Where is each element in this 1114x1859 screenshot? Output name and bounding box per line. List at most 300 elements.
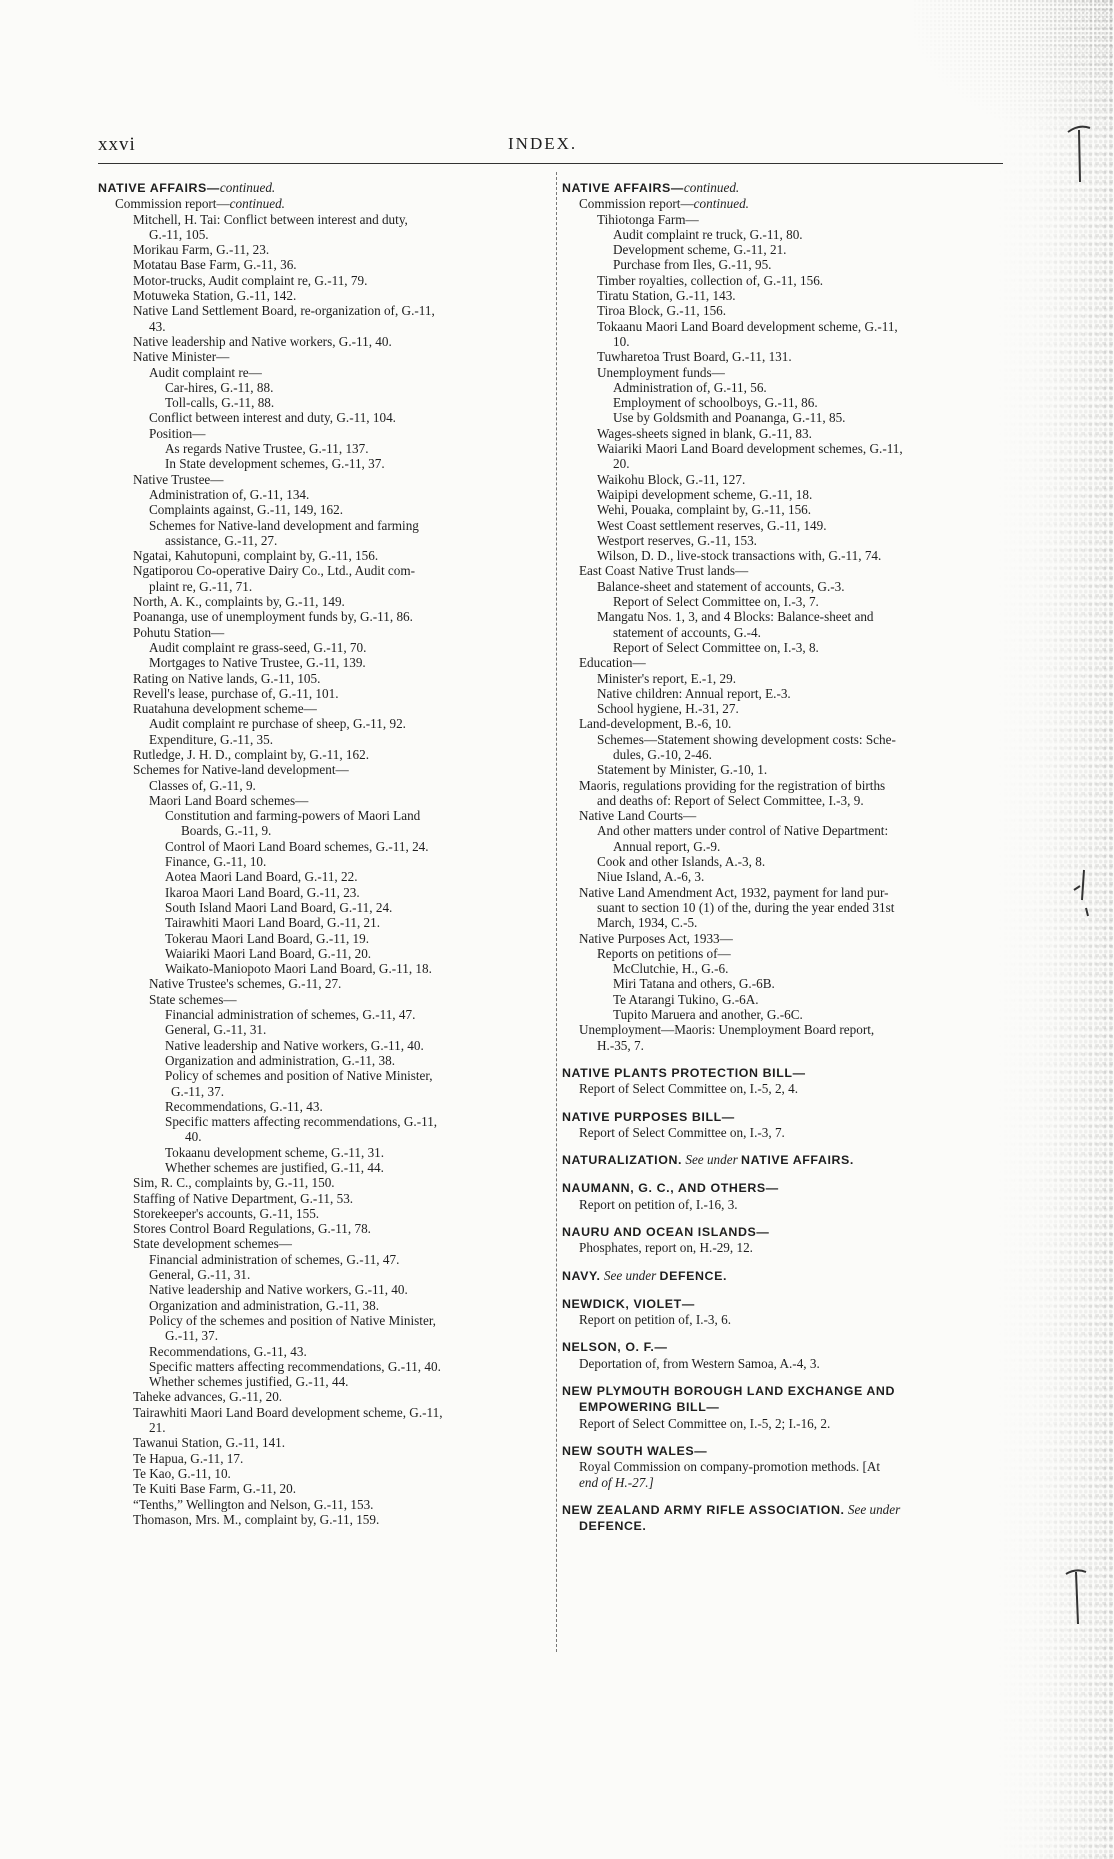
- entry-text: 43.: [149, 318, 166, 334]
- entry-text: Ngatiporou Co-operative Dairy Co., Ltd., Audit com-: [133, 563, 416, 579]
- entry-text: McClutchie, H., G.-6.: [613, 961, 729, 977]
- index-entry: [98, 976, 544, 991]
- index-entry: [98, 1298, 544, 1313]
- index-entry: [98, 625, 544, 640]
- heading-text: NAUMANN, G. C., AND OTHERS—: [562, 1181, 779, 1196]
- entry-text: Poananga, use of unemployment funds by, G.-11, 86.: [133, 609, 413, 625]
- index-entry: [98, 1099, 544, 1114]
- entry-text: Administration of, G.-11, 134.: [149, 486, 310, 502]
- heading-text: NATURALIZATION.: [562, 1153, 683, 1168]
- entry-gap: [562, 1490, 1002, 1502]
- index-entry: [98, 671, 544, 686]
- index-entry: [562, 1459, 1002, 1474]
- entry-text: Whether schemes are justified, G.-11, 44.: [165, 1160, 384, 1175]
- entry-text: Specific matters affecting recommendations, G.-11,: [165, 1114, 438, 1130]
- entry-text: Sim, R. C., complaints by, G.-11, 150.: [133, 1175, 335, 1191]
- entry-text: Whether schemes justified, G.-11, 44.: [149, 1374, 349, 1390]
- entry-text: Toll-calls, G.-11, 88.: [165, 395, 275, 411]
- index-entry: [562, 823, 1002, 838]
- index-entry: [562, 609, 1002, 624]
- entry-text: Native Purposes Act, 1933—: [579, 930, 733, 946]
- entry-text: Native leadership and Native workers, G.-11, 40.: [165, 1037, 424, 1053]
- entry-text: Cook and other Islands, A.-3, 8.: [597, 854, 766, 870]
- index-entry: [98, 212, 544, 227]
- entry-gap: [562, 1371, 1002, 1383]
- index-entry: [562, 548, 1002, 563]
- running-title: INDEX.: [508, 134, 578, 153]
- heading-text: NEWDICK, VIOLET—: [562, 1296, 695, 1311]
- entry-gap: [562, 1053, 1002, 1065]
- entry-text: Mortgages to Native Trustee, G.-11, 139.: [149, 655, 366, 671]
- index-heading: [562, 1399, 1002, 1415]
- index-entry: [98, 1451, 544, 1466]
- entry-text: Commission report—: [115, 196, 230, 212]
- entry-text: Pohutu Station—: [133, 624, 225, 640]
- index-entry: [562, 1038, 1002, 1053]
- entry-text: Audit complaint re grass-seed, G.-11, 70.: [149, 639, 367, 655]
- index-entry: [98, 273, 544, 288]
- index-entry: [562, 1125, 1002, 1140]
- index-entry: [98, 441, 544, 456]
- entry-text: Tiroa Block, G.-11, 156.: [597, 303, 727, 319]
- index-entry: [98, 502, 544, 517]
- entry-text: Ruatahuna development scheme—: [133, 701, 317, 717]
- index-entry: [562, 793, 1002, 808]
- index-entry: [562, 441, 1002, 456]
- index-entry: [98, 456, 544, 471]
- index-entry: [98, 778, 544, 793]
- index-entry: [562, 196, 1002, 211]
- index-entry: [98, 823, 544, 838]
- entry-text: Ikaroa Maori Land Board, G.-11, 23.: [165, 884, 360, 900]
- continued-label: continued.: [219, 180, 276, 195]
- entry-text: Minister's report, E.-1, 29.: [597, 670, 736, 686]
- entry-text: General, G.-11, 31.: [149, 1267, 251, 1283]
- index-entry: [98, 716, 544, 731]
- index-entry: [98, 1206, 544, 1221]
- index-entry: [562, 808, 1002, 823]
- index-heading: [98, 180, 544, 196]
- entry-text: Land-development, B.-6, 10.: [579, 716, 732, 732]
- entry-text: Recommendations, G.-11, 43.: [149, 1343, 307, 1359]
- index-entry: [562, 946, 1002, 961]
- entry-text: Native Trustee—: [133, 471, 224, 487]
- index-entry: [98, 426, 544, 441]
- continued-label: continued.: [229, 196, 285, 212]
- entry-text: Boards, G.-11, 9.: [181, 823, 272, 839]
- index-entry: [98, 1497, 544, 1512]
- entry-text: Westport reserves, G.-11, 153.: [597, 532, 757, 548]
- index-entry: [562, 686, 1002, 701]
- index-entry: [98, 686, 544, 701]
- index-entry: [562, 992, 1002, 1007]
- index-entry: [562, 1081, 1002, 1096]
- index-heading: [562, 1383, 1002, 1399]
- index-entry: [562, 1197, 1002, 1212]
- entry-text: Rutledge, J. H. D., complaint by, G.-11, 162.: [133, 746, 370, 762]
- index-entry: [98, 946, 544, 961]
- entry-text: suant to section 10 (1) of the, during the year ended 31st: [597, 899, 895, 915]
- index-entry: [562, 732, 1002, 747]
- index-entry: [98, 1466, 544, 1481]
- index-entry: [98, 1160, 544, 1175]
- entry-text: Reports on petitions of—: [597, 945, 731, 961]
- cross-reference: NATIVE AFFAIRS.: [741, 1153, 854, 1168]
- index-entry: [98, 1405, 544, 1420]
- index-entry: [98, 854, 544, 869]
- entry-text: Unemployment funds—: [597, 364, 725, 380]
- index-entry: [98, 1007, 544, 1022]
- entry-text: Tihiotonga Farm—: [597, 211, 699, 227]
- entry-text: Maoris, regulations providing for the registration of births: [579, 777, 886, 793]
- entry-text: Niue Island, A.-6, 3.: [597, 869, 705, 885]
- index-entry: [98, 1512, 544, 1527]
- entry-text: “Tenths,” Wellington and Nelson, G.-11, 153.: [133, 1496, 374, 1512]
- entry-text: Use by Goldsmith and Poananga, G.-11, 85.: [613, 410, 846, 426]
- entry-text: Statement by Minister, G.-10, 1.: [597, 762, 768, 778]
- entry-text: Balance-sheet and statement of accounts, G.-3.: [597, 578, 845, 594]
- entry-text: G.-11, 37.: [165, 1328, 218, 1344]
- index-entry: [98, 1282, 544, 1297]
- entry-text: Waipipi development scheme, G.-11, 18.: [597, 486, 813, 502]
- index-entry: [98, 1175, 544, 1190]
- entry-text: Recommendations, G.-11, 43.: [165, 1098, 323, 1114]
- entry-text: As regards Native Trustee, G.-11, 137.: [165, 441, 369, 457]
- index-entry: [562, 1312, 1002, 1327]
- heading-text: DEFENCE.: [579, 1519, 647, 1534]
- entry-text: Tokerau Maori Land Board, G.-11, 19.: [165, 930, 370, 946]
- index-entry: [98, 594, 544, 609]
- entry-text: H.-35, 7.: [597, 1037, 644, 1053]
- entry-text: Aotea Maori Land Board, G.-11, 22.: [165, 869, 358, 885]
- entry-text: Timber royalties, collection of, G.-11, 156.: [597, 272, 824, 288]
- entry-text: 21.: [149, 1420, 166, 1436]
- entry-gap: [562, 1097, 1002, 1109]
- entry-text: Storekeeper's accounts, G.-11, 155.: [133, 1205, 320, 1221]
- entry-text: Royal Commission on company-promotion methods. [At: [579, 1459, 881, 1475]
- entry-text: Miri Tatana and others, G.-6B.: [613, 976, 775, 992]
- index-entry: [98, 1053, 544, 1068]
- continued-label: continued.: [693, 196, 749, 212]
- index-entry: [562, 563, 1002, 578]
- see-under-label: See under: [847, 1501, 901, 1517]
- index-entry: [98, 487, 544, 502]
- entry-text: Organization and administration, G.-11, 38.: [165, 1052, 396, 1068]
- entry-text: Report of Select Committee on, I.-5, 2, 4.: [579, 1081, 799, 1097]
- index-entry: [98, 380, 544, 395]
- entry-text: Tiratu Station, G.-11, 143.: [597, 288, 736, 304]
- heading-text: NEW PLYMOUTH BOROUGH LAND EXCHANGE AND: [562, 1384, 896, 1399]
- index-entry: [98, 1068, 544, 1083]
- entry-text: Rating on Native lands, G.-11, 105.: [133, 670, 321, 686]
- index-entry: [98, 196, 544, 211]
- index-entry: [562, 900, 1002, 915]
- index-entry: [98, 747, 544, 762]
- entry-text: Native leadership and Native workers, G.-11, 40.: [149, 1282, 408, 1298]
- index-entry: [562, 242, 1002, 257]
- entry-text: Revell's lease, purchase of, G.-11, 101.: [133, 685, 339, 701]
- index-entry: [562, 1022, 1002, 1037]
- index-entry: [98, 319, 544, 334]
- index-heading: [562, 1268, 1002, 1284]
- index-entry: [562, 640, 1002, 655]
- index-entry: [98, 961, 544, 976]
- index-entry: [98, 288, 544, 303]
- right-column: [562, 180, 1002, 1534]
- heading-text: NATIVE AFFAIRS—: [98, 181, 220, 195]
- entry-text: Taheke advances, G.-11, 20.: [133, 1389, 283, 1405]
- index-entry: [98, 1129, 544, 1144]
- entry-text: Native Trustee's schemes, G.-11, 27.: [149, 976, 342, 992]
- entry-text: Schemes for Native-land development—: [133, 762, 349, 778]
- entry-text: Waikato-Maniopoto Maori Land Board, G.-11, 18.: [165, 961, 432, 977]
- entry-text: end of H.-27.]: [579, 1474, 654, 1490]
- index-entry: [98, 701, 544, 716]
- index-entry: [562, 349, 1002, 364]
- index-entry: [562, 716, 1002, 731]
- index-entry: [98, 839, 544, 854]
- index-entry: [562, 380, 1002, 395]
- entry-text: Education—: [579, 655, 646, 671]
- index-entry: [562, 961, 1002, 976]
- index-entry: [562, 655, 1002, 670]
- entry-text: Policy of schemes and position of Native Minister,: [165, 1068, 433, 1084]
- entry-text: Schemes for Native-land development and farming: [149, 517, 419, 533]
- index-entry: [98, 1420, 544, 1435]
- index-heading: [562, 1224, 1002, 1240]
- entry-text: South Island Maori Land Board, G.-11, 24.: [165, 899, 393, 915]
- index-entry: [98, 655, 544, 670]
- entry-text: Motuweka Station, G.-11, 142.: [133, 288, 297, 304]
- index-heading: [562, 1152, 1002, 1168]
- entry-text: Report on petition of, I.-16, 3.: [579, 1196, 738, 1212]
- entry-text: Mitchell, H. Tai: Conflict between interest and duty,: [133, 211, 408, 227]
- index-entry: [98, 1252, 544, 1267]
- entry-text: Report of Select Committee on, I.-3, 8.: [613, 639, 819, 655]
- index-entry: [98, 1328, 544, 1343]
- index-entry: [98, 1114, 544, 1129]
- index-entry: [562, 334, 1002, 349]
- entry-text: Expenditure, G.-11, 35.: [149, 731, 274, 747]
- index-entry: [98, 640, 544, 655]
- index-entry: [562, 303, 1002, 318]
- entry-text: Financial administration of schemes, G.-11, 47.: [165, 1007, 416, 1023]
- entry-text: Finance, G.-11, 10.: [165, 854, 267, 870]
- entry-gap: [562, 1431, 1002, 1443]
- entry-gap: [562, 1327, 1002, 1339]
- entry-text: Conflict between interest and duty, G.-11, 104.: [149, 410, 396, 426]
- index-heading: [562, 1339, 1002, 1355]
- index-entry: [98, 227, 544, 242]
- entry-gap: [562, 1168, 1002, 1180]
- entry-text: G.-11, 37.: [171, 1083, 224, 1099]
- entry-text: Ngatai, Kahutopuni, complaint by, G.-11, 156.: [133, 548, 379, 564]
- index-entry: [98, 1374, 544, 1389]
- index-heading: [562, 1180, 1002, 1196]
- entry-text: plaint re, G.-11, 71.: [149, 578, 253, 594]
- index-entry: [562, 212, 1002, 227]
- index-entry: [562, 533, 1002, 548]
- entry-text: Organization and administration, G.-11, 38.: [149, 1297, 380, 1313]
- entry-text: Thomason, Mrs. M., complaint by, G.-11, 159.: [133, 1511, 380, 1527]
- entry-text: Native Land Settlement Board, re-organization of, G.-11,: [133, 303, 435, 319]
- index-entry: [562, 273, 1002, 288]
- entry-text: Tokaanu development scheme, G.-11, 31.: [165, 1144, 385, 1160]
- see-under-label: See under: [603, 1267, 657, 1283]
- index-entry: [98, 1481, 544, 1496]
- index-entry: [562, 426, 1002, 441]
- heading-text: NATIVE PLANTS PROTECTION BILL—: [562, 1065, 806, 1080]
- index-entry: [562, 778, 1002, 793]
- index-entry: [562, 365, 1002, 380]
- entry-text: In State development schemes, G.-11, 37.: [165, 456, 385, 472]
- entry-text: Employment of schoolboys, G.-11, 86.: [613, 395, 818, 411]
- index-entry: [98, 1236, 544, 1251]
- index-entry: [98, 410, 544, 425]
- index-entry: [98, 1389, 544, 1404]
- entry-text: Morikau Farm, G.-11, 23.: [133, 242, 270, 258]
- heading-text: NEW ZEALAND ARMY RIFLE ASSOCIATION.: [562, 1502, 845, 1517]
- index-entry: [98, 1022, 544, 1037]
- entry-text: Car-hires, G.-11, 88.: [165, 379, 274, 395]
- index-entry: [98, 1267, 544, 1282]
- entry-text: 40.: [185, 1129, 202, 1145]
- index-heading: [562, 1296, 1002, 1312]
- entry-text: Position—: [149, 425, 206, 441]
- entry-text: Native Land Courts—: [579, 808, 697, 824]
- entry-text: Te Atarangi Tukino, G.-6A.: [613, 991, 759, 1007]
- index-entry: [98, 1221, 544, 1236]
- index-entry: [562, 931, 1002, 946]
- entry-text: Complaints against, G.-11, 149, 162.: [149, 502, 344, 518]
- entry-text: Maori Land Board schemes—: [149, 792, 309, 808]
- left-column: [98, 180, 544, 1527]
- entry-text: G.-11, 105.: [149, 226, 209, 242]
- index-entry: [98, 579, 544, 594]
- index-entry: [98, 395, 544, 410]
- entry-gap: [562, 1140, 1002, 1152]
- header-rule: [98, 163, 1003, 164]
- margin-mark-top: [1064, 118, 1094, 188]
- index-entry: [98, 1313, 544, 1328]
- entry-text: Classes of, G.-11, 9.: [149, 777, 256, 793]
- entry-text: Unemployment—Maoris: Unemployment Board report,: [579, 1022, 875, 1038]
- entry-text: Tokaanu Maori Land Board development scheme, G.-11,: [597, 318, 898, 334]
- index-entry: [98, 533, 544, 548]
- index-entry: [562, 487, 1002, 502]
- index-entry: [562, 227, 1002, 242]
- entry-gap: [562, 1256, 1002, 1268]
- index-entry: [98, 365, 544, 380]
- index-entry: [98, 1084, 544, 1099]
- index-entry: [98, 869, 544, 884]
- entry-text: Tairawhiti Maori Land Board, G.-11, 21.: [165, 915, 381, 931]
- index-heading: [562, 180, 1002, 196]
- index-entry: [562, 747, 1002, 762]
- entry-text: Waiariki Maori Land Board, G.-11, 20.: [165, 945, 372, 961]
- index-heading: [562, 1109, 1002, 1125]
- entry-text: Motor-trucks, Audit complaint re, G.-11, 79.: [133, 272, 368, 288]
- entry-text: statement of accounts, G.-4.: [613, 624, 761, 640]
- index-entry: [98, 609, 544, 624]
- entry-text: Report of Select Committee on, I.-5, 2; I.-16, 2.: [579, 1415, 831, 1431]
- index-entry: [562, 288, 1002, 303]
- index-entry: [98, 915, 544, 930]
- entry-text: Tuwharetoa Trust Board, G.-11, 131.: [597, 349, 792, 365]
- index-entry: [562, 1356, 1002, 1371]
- entry-text: Report of Select Committee on, I.-3, 7.: [613, 594, 819, 610]
- index-entry: [562, 257, 1002, 272]
- page-number: xxvi: [98, 134, 136, 155]
- index-entry: [98, 1435, 544, 1450]
- index-entry: [98, 563, 544, 578]
- index-entry: [98, 1359, 544, 1374]
- entry-text: Audit complaint re purchase of sheep, G.-11, 92.: [149, 716, 406, 732]
- entry-text: Native Land Amendment Act, 1932, payment for land pur-: [579, 884, 889, 900]
- margin-mark-middle: [1070, 860, 1094, 920]
- entry-text: West Coast settlement reserves, G.-11, 149.: [597, 517, 827, 533]
- index-entry: [562, 915, 1002, 930]
- index-entry: [562, 410, 1002, 425]
- heading-text: NAVY.: [562, 1268, 601, 1283]
- entry-text: Waikohu Block, G.-11, 127.: [597, 471, 746, 487]
- entry-text: School hygiene, H.-31, 27.: [597, 701, 739, 717]
- index-heading: [562, 1443, 1002, 1459]
- heading-text: NAURU AND OCEAN ISLANDS—: [562, 1225, 770, 1239]
- entry-text: Purchase from Iles, G.-11, 95.: [613, 257, 772, 273]
- index-entry: [562, 1416, 1002, 1431]
- index-entry: [562, 869, 1002, 884]
- entry-text: Annual report, G.-9.: [613, 838, 721, 854]
- page-header: [98, 134, 998, 160]
- entry-text: Stores Control Board Regulations, G.-11, 78.: [133, 1221, 371, 1237]
- index-entry: [98, 1344, 544, 1359]
- entry-text: March, 1934, C.-5.: [597, 915, 698, 931]
- continued-label: continued.: [683, 180, 740, 195]
- entry-gap: [562, 1212, 1002, 1224]
- entry-text: Phosphates, report on, H.-29, 12.: [579, 1240, 753, 1256]
- entry-text: assistance, G.-11, 27.: [165, 532, 278, 548]
- index-entry: [562, 518, 1002, 533]
- entry-text: Deportation of, from Western Samoa, A.-4, 3.: [579, 1355, 820, 1371]
- index-entry: [98, 1191, 544, 1206]
- entry-text: Audit complaint re—: [149, 364, 262, 380]
- entry-text: Staffing of Native Department, G.-11, 53.: [133, 1190, 354, 1206]
- heading-text: NEW SOUTH WALES—: [562, 1443, 708, 1458]
- entry-text: 10.: [613, 333, 630, 349]
- entry-text: Mangatu Nos. 1, 3, and 4 Blocks: Balance-sheet and: [597, 609, 874, 625]
- entry-text: Waiariki Maori Land Board development schemes, G.-11,: [597, 441, 903, 457]
- index-entry: [562, 625, 1002, 640]
- entry-text: Commission report—: [579, 196, 694, 212]
- index-entry: [98, 472, 544, 487]
- index-entry: [562, 594, 1002, 609]
- index-entry: [562, 671, 1002, 686]
- entry-gap: [562, 1284, 1002, 1296]
- index-entry: [562, 976, 1002, 991]
- index-entry: [98, 1038, 544, 1053]
- index-entry: [98, 548, 544, 563]
- index-entry: [98, 349, 544, 364]
- entry-text: Tupito Maruera and another, G.-6C.: [613, 1007, 803, 1023]
- index-entry: [98, 518, 544, 533]
- entry-text: State schemes—: [149, 991, 237, 1007]
- index-entry: [562, 1475, 1002, 1490]
- index-entry: [562, 456, 1002, 471]
- index-entry: [98, 931, 544, 946]
- cross-reference: DEFENCE.: [659, 1268, 727, 1283]
- entry-text: General, G.-11, 31.: [165, 1022, 267, 1038]
